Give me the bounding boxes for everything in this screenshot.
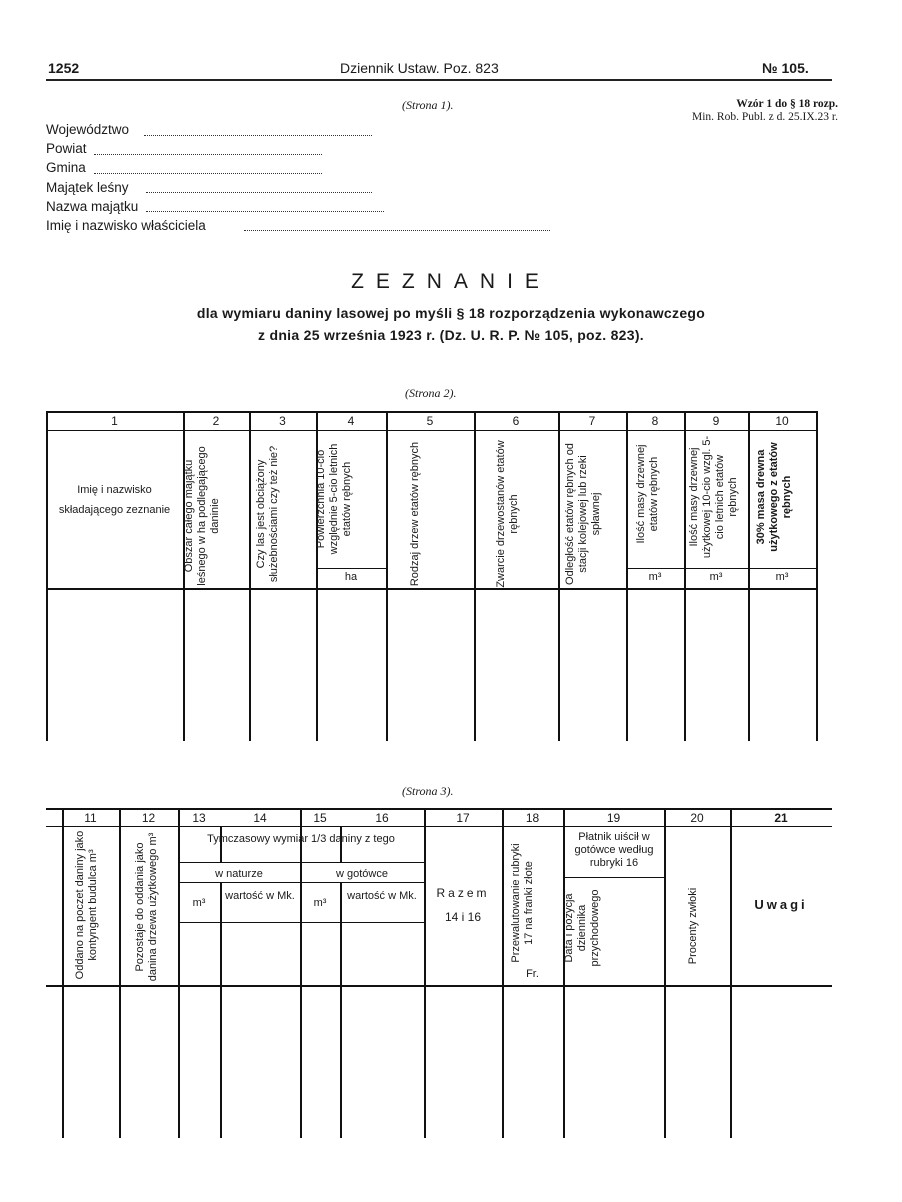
col-3-header: Czy las jest obciążony służebnościami czy też nie? <box>255 445 280 583</box>
fill-line-nazwa[interactable] <box>146 210 384 212</box>
col-16-number: 16 <box>375 811 389 825</box>
document-title: ZEZNANIE <box>351 270 551 293</box>
col-9-unit: m³ <box>709 571 723 583</box>
col-16-header: wartość w Mk. <box>347 890 417 902</box>
col-20-number: 20 <box>690 811 704 825</box>
table3-header-rule <box>46 985 832 987</box>
col-17-sum: 14 i 16 <box>444 910 482 924</box>
t3-v9 <box>664 808 666 1138</box>
col-2-number: 2 <box>212 414 220 428</box>
col-6-number: 6 <box>512 414 520 428</box>
col-4-header: Powierzchnia 10-cio względnie 5-cio letnich etatów rębnych <box>315 443 353 555</box>
table2-number-rule <box>46 430 818 431</box>
col-17-header: Razem <box>436 886 490 900</box>
field-nazwa: Nazwa majątku <box>46 199 139 214</box>
header-rule <box>46 79 832 81</box>
col-4-unit: ha <box>344 571 358 583</box>
col-19-header: Płatnik uiścił w gotówce według rubryki 16 <box>574 831 654 869</box>
col-18-number: 18 <box>525 811 540 825</box>
col-14-header: wartość w Mk. <box>225 890 295 902</box>
t3-v3b <box>220 882 222 1138</box>
t3-v5b <box>340 882 342 1138</box>
col-18-unit: Fr. <box>526 968 539 980</box>
col-13-unit: m³ <box>192 897 206 909</box>
col-1-header: Imię i nazwisko składającego zeznanie <box>58 484 171 516</box>
col-19-sub-header: Data i pozycja dziennika przychodowego <box>563 889 601 967</box>
col-20-header: Procenty zwłoki <box>687 887 699 965</box>
strona-3-label: (Strona 3). <box>402 784 454 798</box>
col-12-header: Pozostaje do oddania jako danina drzewa użytkowego m³ <box>134 832 159 982</box>
table3-number-rule <box>46 826 832 827</box>
subtitle-line-2: z dnia 25 września 1923 r. (Dz. U. R. P. № 105, poz. 823). <box>257 327 644 343</box>
col-9-number: 9 <box>712 414 720 428</box>
publication-title: Dziennik Ustaw. Poz. 823 <box>340 60 499 76</box>
col-8-header: Ilość masy drzewnej etatów rębnych <box>635 444 660 544</box>
col-15-number: 15 <box>313 811 327 825</box>
col-10-number: 10 <box>775 414 789 428</box>
col-7-header: Odległość etatów rębnych od stacji kolejowej lub rzeki spławnej <box>564 443 602 585</box>
fill-line-imie[interactable] <box>244 229 550 231</box>
w-naturze-label: w naturze <box>215 868 263 880</box>
col-8-unit: m³ <box>648 571 662 583</box>
col-4-number: 4 <box>347 414 355 428</box>
col-21-header: Uwagi <box>754 897 808 912</box>
wzor-note <box>692 98 838 124</box>
issue-number: № 105. <box>762 60 809 76</box>
col-10-unit: m³ <box>775 571 789 583</box>
field-majatek: Majątek leśny <box>46 180 129 195</box>
c8-10-unit-rule <box>626 568 818 569</box>
strona-2-label: (Strona 2). <box>405 386 457 400</box>
t3-v6 <box>424 808 426 1138</box>
t2-v4 <box>386 411 388 741</box>
col-1-number: 1 <box>111 414 118 428</box>
col-2-header: Obszar całego majątku leśnego w ha podlegającego daninie <box>183 446 221 586</box>
fill-line-majatek[interactable] <box>146 191 372 193</box>
t2-v2 <box>249 411 251 741</box>
fill-line-gmina[interactable] <box>94 172 322 174</box>
strona-1-label: (Strona 1). <box>402 98 454 112</box>
col-13-number: 13 <box>192 811 206 825</box>
t3-v0 <box>62 808 64 1138</box>
wzor-line-2: Min. Rob. Publ. z d. 25.IX.23 r. <box>692 111 838 123</box>
col-7-number: 7 <box>588 414 596 428</box>
field-imie: Imię i nazwisko właściciela <box>46 218 206 233</box>
page-number: 1252 <box>48 60 80 76</box>
subtitle-line-1: dla wymiaru daniny lasowej po myśli § 18 rozporządzenia wykonawczego <box>196 305 706 321</box>
c4-unit-rule <box>316 568 386 569</box>
fill-line-powiat[interactable] <box>94 153 322 155</box>
group-title: Tymczasowy wymiar 1/3 daniny z tego <box>207 833 395 845</box>
table3-top-rule <box>46 808 832 810</box>
col-11-header: Oddano na poczet daniny jako kontyngent budulca m³ <box>74 830 99 980</box>
t2-v5 <box>474 411 476 741</box>
col-9-header: Ilość masy drzewnej użytkowej 10-cio wzgl. 5-cio letnich etatów rębnych <box>688 435 739 559</box>
field-gmina: Gmina <box>46 160 86 175</box>
col-10-header: 30% masa drewna użytkowego z etatów rębnych <box>755 442 793 552</box>
wzor-line-1: Wzór 1 do § 18 rozp. <box>736 98 838 110</box>
t2-v6 <box>558 411 560 741</box>
field-wojewodztwo: Województwo <box>46 122 130 137</box>
t3-v4 <box>300 808 302 1138</box>
col-21-number: 21 <box>774 811 788 825</box>
fill-line-wojewodztwo[interactable] <box>144 134 372 136</box>
col-19-number: 19 <box>606 811 621 825</box>
t2-v0 <box>46 411 48 741</box>
field-powiat: Powiat <box>46 141 87 156</box>
table2-top-rule <box>46 411 818 413</box>
col-3-number: 3 <box>279 414 286 428</box>
t2-v10 <box>816 411 818 741</box>
col-14-number: 14 <box>253 811 267 825</box>
col-5-number: 5 <box>426 414 434 428</box>
col-11-number: 11 <box>84 811 97 825</box>
col-12-number: 12 <box>141 811 156 825</box>
w-gotowce-label: w gotówce <box>336 868 388 880</box>
col-8-number: 8 <box>651 414 659 428</box>
col-18-header: Przewalutowanie rubryki 17 na franki złote <box>510 843 535 963</box>
col-6-header: Zwarcie drzewostanów etatów rębnych <box>495 440 520 588</box>
col-15-unit: m³ <box>313 897 327 909</box>
t3-v10 <box>730 808 732 1138</box>
col-17-number: 17 <box>456 811 470 825</box>
col-5-header: Rodzaj drzew etatów rębnych <box>409 441 421 587</box>
